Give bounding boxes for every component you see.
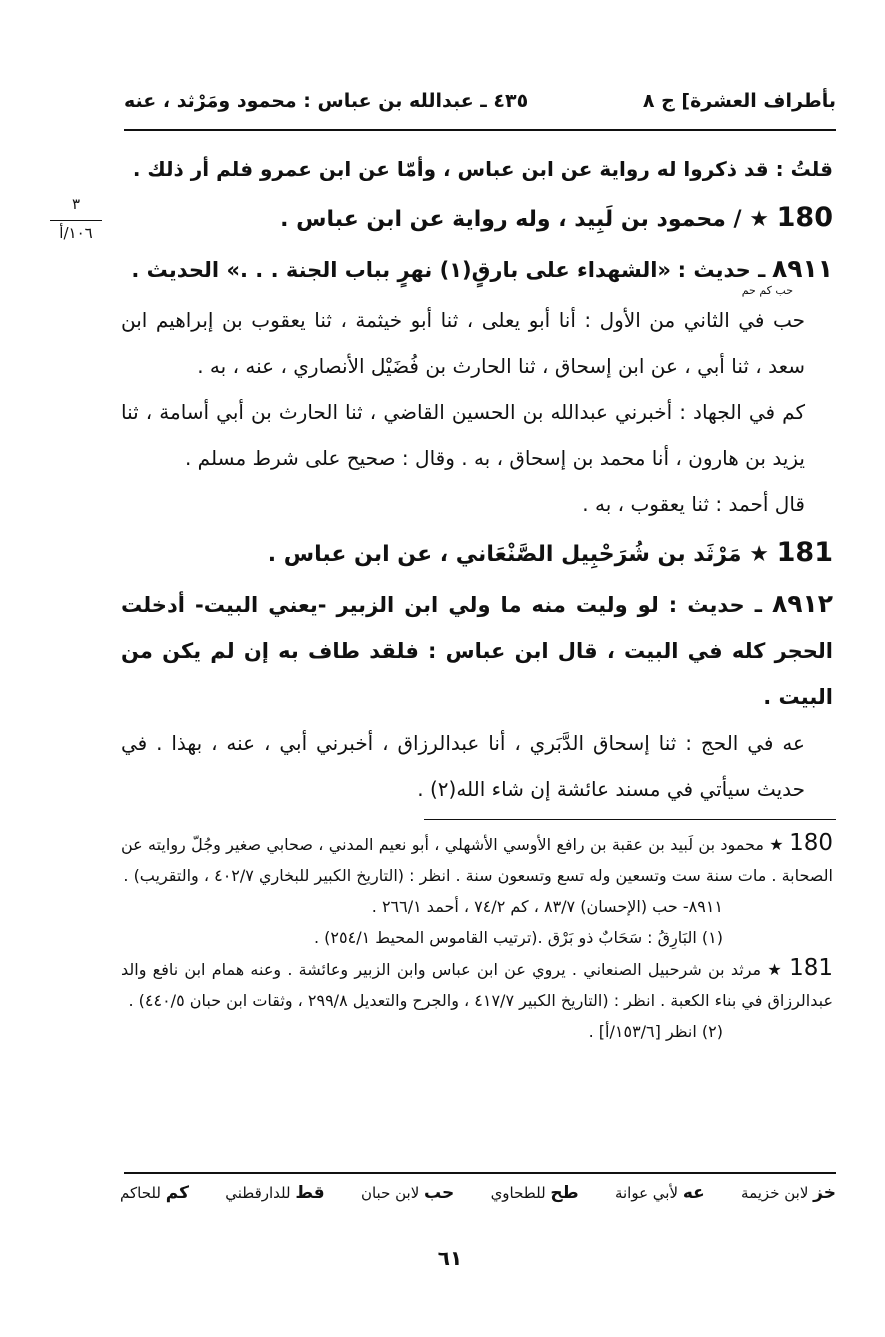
star-icon: ★ <box>767 960 783 979</box>
footnote-1: (١) البَارِقُ : سَحَابٌ ذو بَرْق .(ترتيب القاموس المحيط ٢٥٤/١) . <box>314 928 723 947</box>
star-icon: ★ <box>769 835 784 854</box>
hadith-text: لو وليت منه ما ولي ابن الزبير -يعني البيت- أدخلت الحجر كله في البيت ، قال ابن عباس : فلقد طاف به إن لم يكن من البيت . <box>121 593 833 709</box>
footnote-8911: ٨٩١١- حب (الإحسان) ٨٣/٧ ، كم ٧٤/٢ ، أحمد ٢٦٦/١ . <box>371 897 723 916</box>
takhrij-km: كم في الجهاد : أخبرني عبدالله بن الحسين القاضي ، ثنا الحارث بن أبي أسامة ، ثنا يزيد بن هارون ، أنا محمد بن إسحاق ، به . وقال : صحيح على شرط مسلم . <box>121 400 805 470</box>
manuscript-folio-note <box>40 194 112 243</box>
legend-item: عه لأبي عوانة <box>614 1183 705 1203</box>
takhrij-aa: عه في الحج : ثنا إسحاق الدَّبَري ، أنا عبدالرزاق ، أخبرني أبي ، عنه ، بهذا . في حديث سيأتي في مسند عائشة إن شاء الله(٢) . <box>121 731 805 801</box>
footnote-number: 181 <box>789 955 833 981</box>
entry-name: مَرْثَد بن شُرَحْبِيل الصَّنْعَاني ، عن ابن عباس . <box>267 542 742 567</box>
hadith-sigla: حب كم حم <box>741 284 793 297</box>
footnote-180 <box>121 828 833 891</box>
header-section-title: ٤٣٥ ـ عبدالله بن عباس : محمود ومَرْثد ، عنه <box>124 90 529 112</box>
entry-number: 181 <box>776 537 833 568</box>
abbreviation-legend <box>120 1183 836 1203</box>
main-text <box>121 146 833 812</box>
star-icon: ★ <box>749 207 769 232</box>
entry-181-title <box>121 527 833 581</box>
header-book-title: بأطراف العشرة] ج ٨ <box>642 90 836 112</box>
footnote-text: محمود بن لَبيد بن عقبة بن رافع الأوسي الأشهلي ، أبو نعيم المدني ، صحابي صغير وجُلّ روايته عن الصحابة . مات سنة ست وتسعين وله تسع وتسعون سنة . انظر : (التاريخ الكبير للبخاري ٤٠٢/٧ ، والتقريب) . <box>121 835 833 885</box>
takhrij-ahmad: قال أحمد : ثنا يعقوب ، به . <box>582 492 805 516</box>
header-rule <box>124 129 836 131</box>
entry-name: / محمود بن لَبِيد ، وله رواية عن ابن عباس . <box>280 207 742 232</box>
entry-180-title <box>121 192 833 246</box>
footnote-number: 180 <box>789 830 833 856</box>
hadith-8911 <box>121 246 833 297</box>
footnotes <box>121 828 833 1047</box>
hadith-label: ـ حديث : <box>677 258 766 282</box>
editor-note: قلتُ : قد ذكروا له رواية عن ابن عباس ، وأمّا عن ابن عمرو فلم أر ذلك . <box>132 157 833 181</box>
hadith-number: ٨٩١٢ <box>771 589 833 618</box>
hadith-8912 <box>121 581 833 720</box>
folio-volume: ٣ <box>71 195 81 213</box>
hadith-text: «الشهداء على بارقٍ(١) نهرٍ بباب الجنة . . .» الحديث . <box>131 258 671 282</box>
folio-leaf: ١٠٦/أ <box>59 224 93 242</box>
takhrij-hb: حب في الثاني من الأول : أنا أبو يعلى ، ثنا أبو خيثمة ، ثنا يعقوب بن إبراهيم ابن سعد ، ثنا أبي ، عن ابن إسحاق ، ثنا الحارث بن فُضَيْل الأنصاري ، عنه ، به . <box>121 308 805 378</box>
footnote-2: (٢) انظر [١٥٣/٦/أ] . <box>588 1022 723 1041</box>
entry-number: 180 <box>776 202 833 233</box>
hadith-label: ـ حديث : <box>668 593 762 617</box>
legend-rule <box>124 1172 836 1174</box>
legend-item: طح للطحاوي <box>490 1183 579 1203</box>
running-header <box>124 84 836 118</box>
star-icon: ★ <box>749 542 769 567</box>
folio-rule <box>50 220 102 221</box>
legend-item: خز لابن خزيمة <box>741 1183 836 1203</box>
legend-item: كم للحاكم <box>120 1183 189 1203</box>
legend-item: حب لابن حبان <box>360 1183 455 1203</box>
footnote-181 <box>121 953 833 1016</box>
hadith-number: ٨٩١١ <box>771 254 833 283</box>
legend-item: قط للدارقطني <box>225 1183 325 1203</box>
footnote-text: مرثد بن شرحبيل الصنعاني . يروي عن ابن عباس وابن الزبير وعائشة . وعنه همام ابن نافع والد عبدالرزاق في بناء الكعبة . انظر : (التاريخ الكبير ٤١٧/٧ ، والجرح والتعديل ٢٩٩/٨ ، وثقات ابن حبان ٤٤٠/٥) . <box>121 960 833 1010</box>
page-number: ٦١ <box>437 1246 463 1270</box>
footnote-separator <box>424 819 836 820</box>
